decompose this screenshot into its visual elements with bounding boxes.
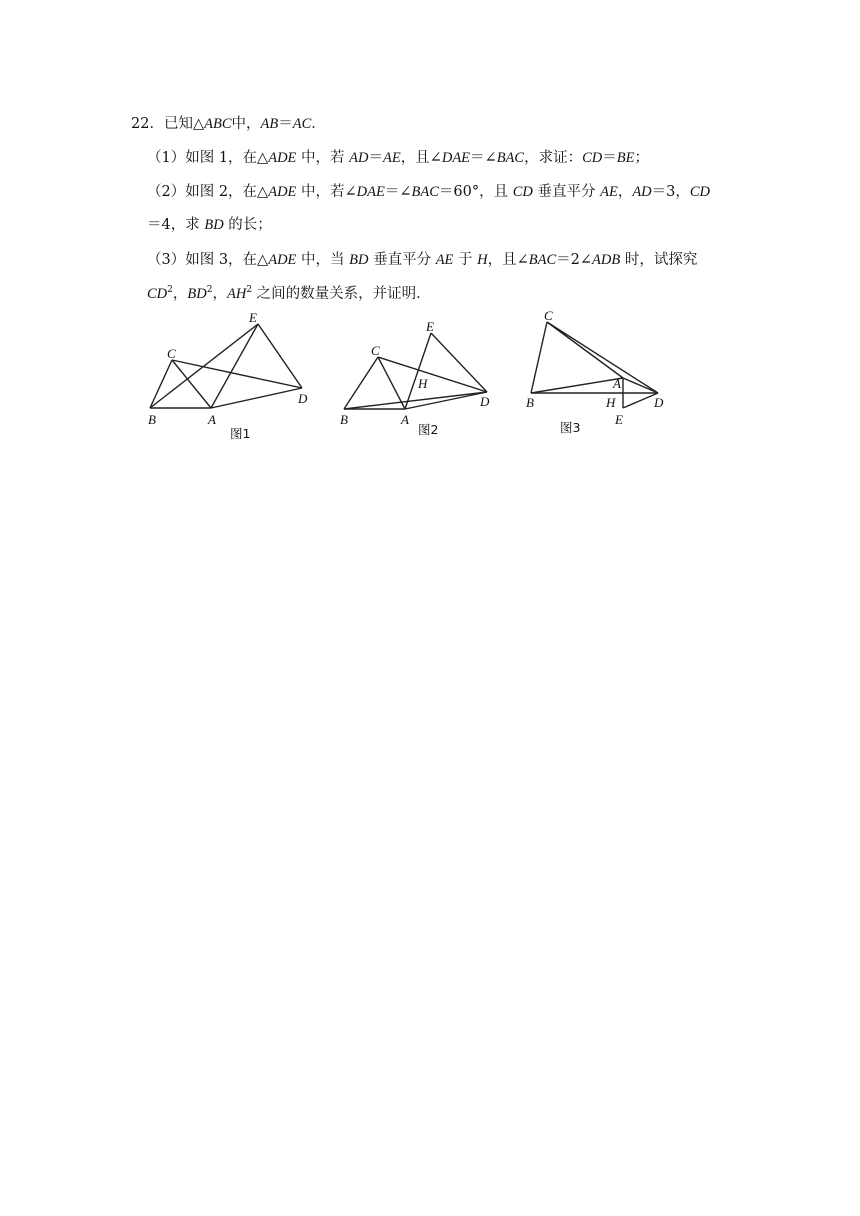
label-d: D (654, 395, 664, 410)
label-b: B (148, 412, 156, 427)
label-a: A (401, 412, 409, 427)
label-c: C (371, 343, 380, 358)
segment-ed (258, 324, 302, 388)
label-a: A (613, 376, 621, 391)
label-b: B (340, 412, 348, 427)
segment-bc (344, 357, 378, 409)
segment-cd (547, 322, 658, 393)
part-1: （1）如图 1，在△ADE 中，若 AD＝AE，且∠DAE＝∠BAC，求证：CD＝BE； (147, 150, 649, 166)
problem-number: 22 (131, 116, 150, 132)
label-e: E (426, 319, 434, 334)
segment-ae (211, 324, 258, 408)
label-e: E (249, 310, 257, 325)
stem-text: 已知△ (163, 116, 205, 132)
figure-2 (340, 319, 490, 437)
stem-ac: AC (292, 116, 312, 132)
segment-bc (531, 322, 547, 393)
part-3-continued: $CD^2$，$BD^2$，$AH^2$ 之间的数量关系，并证明． (147, 285, 431, 302)
stem-text: ＝ (278, 116, 293, 132)
figure-3-caption: 图3 (560, 420, 581, 435)
segment-bc (150, 360, 172, 408)
part-2: （2）如图 2，在△ADE 中，若∠DAE＝∠BAC＝60°，且 CD 垂直平分 AE，AD＝3，CD (147, 184, 711, 200)
segment-ad (211, 388, 302, 408)
label-e: E (615, 412, 623, 427)
segment-ba (531, 378, 623, 393)
segment-be (150, 324, 258, 408)
label-h: H (606, 395, 616, 410)
part-3: （3）如图 3，在△ADE 中，当 BD 垂直平分 AE 于 H，且∠BAC＝2∠ADB 时，试探究 (147, 252, 698, 268)
stem-text: ． (311, 116, 326, 132)
stem-text: 中， (231, 116, 261, 132)
segment-ca (547, 322, 623, 378)
part-2-continued: ＝4，求 BD 的长； (147, 217, 272, 233)
figure-1 (148, 310, 308, 441)
segment-ed (623, 393, 658, 408)
label-a: A (208, 412, 216, 427)
segment-ad (623, 378, 658, 393)
label-c: C (544, 308, 553, 323)
figure-1-caption: 图1 (230, 426, 251, 441)
stem-ab: AB (260, 116, 279, 132)
figure-2-caption: 图2 (418, 422, 439, 437)
label-d: D (480, 394, 490, 409)
label-b: B (526, 395, 534, 410)
label-c: C (167, 346, 176, 361)
segment-ae (405, 333, 431, 409)
stem-abc: ABC (204, 116, 232, 132)
figure-3 (526, 308, 664, 435)
label-d: D (298, 391, 308, 406)
problem-stem: 22．已知△ABC中，AB＝AC． (131, 116, 326, 132)
label-h: H (418, 376, 428, 391)
